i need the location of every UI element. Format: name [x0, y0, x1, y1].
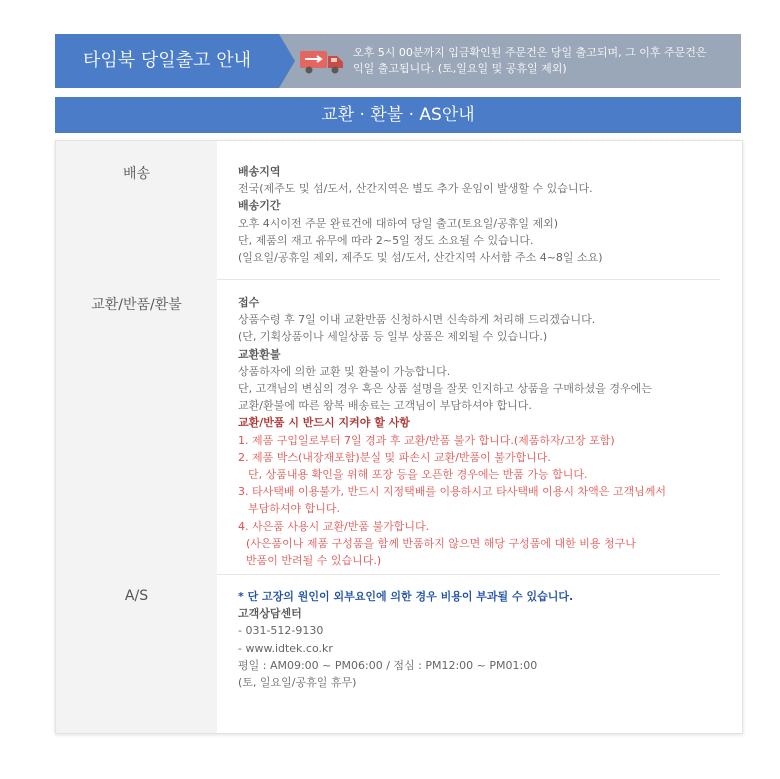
shipping-area-text: 전국(제주도 및 섬/도서, 산간지역은 별도 추가 운임이 발생할 수 있습니다.	[238, 182, 593, 196]
receipt-line-1: 상품수령 후 7일 이내 교환반품 신청하시면 신속하게 처리해 드리겠습니다.	[238, 313, 596, 327]
customer-center-hours: 평일 : AM09:00 ~ PM06:00 / 점심 : PM12:00 ~ PM01:00	[238, 658, 538, 672]
notice-item: 부담하셔야 합니다.	[248, 502, 341, 516]
receipt-title: 접수	[238, 296, 260, 309]
shipping-period-line-1: 오후 4시이전 주문 완료건에 대하여 당일 출고(토요일/공휴일 제외)	[238, 216, 559, 230]
row-divider	[217, 574, 720, 575]
customer-center-title: 고객상담센터	[238, 607, 302, 621]
as-label: A/S	[124, 588, 149, 604]
shipping-period-line-3: (일요일/공휴일 제외, 제주도 및 섬/도서, 산간지역 사서함 주소 4~8일 소요)	[238, 251, 603, 265]
exchange-content	[238, 294, 728, 569]
notice-item: 반품이 반려될 수 있습니다.)	[246, 554, 382, 568]
customer-center-phone: - 031-512-9130	[238, 624, 324, 638]
refund-title: 교환환불	[238, 347, 281, 361]
shipping-period-line-2: 단, 제품의 재고 유무에 따라 2~5일 정도 소요될 수 있습니다.	[238, 233, 534, 247]
banner-title: 타임북 당일출고 안내	[55, 34, 279, 88]
label-column	[56, 141, 217, 733]
customer-center-website: - www.idtek.co.kr	[238, 641, 333, 655]
notice-item: 3. 타사택배 이용불가, 반드시 지정택배를 이용하시고 타사택배 이용시 차액은 고객님께서	[238, 485, 666, 499]
notice-title: 교환/반품 시 반드시 지켜야 할 사항	[238, 416, 410, 430]
banner-notice	[353, 45, 733, 77]
banner-arrow-shape	[279, 34, 295, 88]
notice-item: 4. 사은품 사용시 교환/반품 불가합니다.	[238, 519, 430, 533]
banner-notice-line-2: 익일 출고됩니다. (토,일요일 및 공휴일 제외)	[353, 62, 567, 75]
shipping-area-title: 배송지역	[238, 165, 281, 178]
shipping-period-title: 배송기간	[238, 199, 281, 213]
shipping-label: 배송	[122, 166, 151, 182]
refund-line-1: 상품하자에 의한 교환 및 환불이 가능합니다.	[238, 364, 451, 378]
refund-line-2: 단, 고객님의 변심의 경우 혹은 상품 설명을 잘못 인지하고 상품을 구매하셨을 경우에는	[238, 382, 652, 396]
row-divider	[217, 279, 720, 280]
notice-item: 단, 상품내용 확인을 위해 포장 등을 오픈한 경우에는 반품 가능 합니다.	[248, 468, 588, 482]
notice-item: 2. 제품 박스(내장재포함)분실 및 파손시 교환/반품이 불가합니다.	[238, 450, 551, 464]
info-table	[55, 140, 743, 734]
delivery-truck-icon	[300, 49, 344, 75]
section-title: 교환 · 환불 · AS안내	[55, 97, 741, 133]
customer-center-closed: (토, 일요일/공휴일 휴무)	[238, 676, 357, 690]
banner-notice-line-1: 오후 5시 00분까지 입금확인된 주문건은 당일 출고되며, 그 이후 주문건은	[353, 46, 707, 59]
same-day-shipping-banner	[55, 34, 741, 88]
notice-item: (사은품이나 제품 구성품을 함께 반품하지 않으면 해당 구성품에 대한 비용 청구나	[246, 536, 636, 550]
refund-line-3: 교환/환불에 따른 왕복 배송료는 고객님이 부담하셔야 합니다.	[238, 399, 532, 413]
exchange-label: 교환/반품/환불	[91, 297, 182, 313]
receipt-line-2: (단, 기획상품이나 세일상품 등 일부 상품은 제외될 수 있습니다.)	[238, 330, 548, 344]
notice-item: 1. 제품 구입일로부터 7일 경과 후 교환/반품 불가 합니다.(제품하자/고장 포함)	[238, 433, 615, 447]
shipping-content	[238, 163, 728, 266]
as-content	[238, 588, 728, 691]
as-notice: * 단 고장의 원인이 외부요인에 의한 경우 비용이 부과될 수 있습니다.	[238, 590, 574, 603]
